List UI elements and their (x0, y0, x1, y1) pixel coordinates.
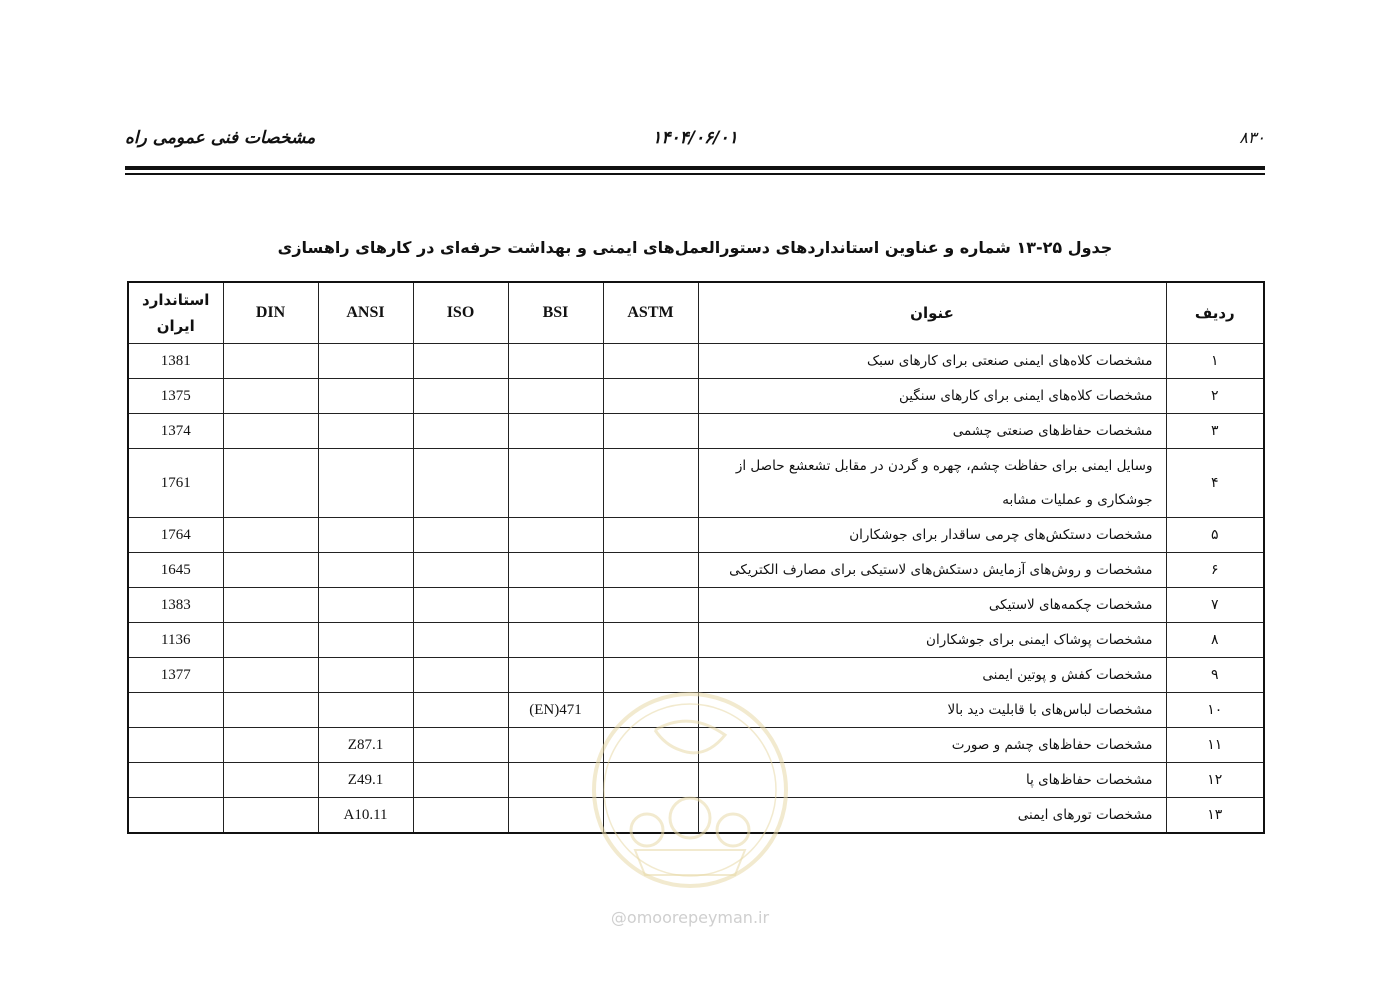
cell-title: مشخصات حفاظ‌های صنعتی چشمی (698, 414, 1166, 449)
cell-astm (603, 728, 698, 763)
cell-astm (603, 449, 698, 518)
cell-iran: 1377 (128, 658, 223, 693)
cell-title: مشخصات چکمه‌های لاستیکی (698, 588, 1166, 623)
cell-bsi (508, 414, 603, 449)
cell-astm (603, 553, 698, 588)
header-bsi: BSI (508, 282, 603, 344)
cell-din (223, 588, 318, 623)
cell-din (223, 658, 318, 693)
cell-title: مشخصات کلاه‌های ایمنی صنعتی برای کارهای سبک (698, 344, 1166, 379)
cell-row: ۴ (1166, 449, 1264, 518)
table-row (128, 379, 1264, 414)
cell-din (223, 449, 318, 518)
cell-row: ۵ (1166, 518, 1264, 553)
cell-row: ۱۱ (1166, 728, 1264, 763)
cell-ansi (318, 553, 413, 588)
cell-title: مشخصات و روش‌های آزمایش دستکش‌های لاستیکی برای مصارف الکتریکی (698, 553, 1166, 588)
table-header-row (128, 282, 1264, 344)
table-row (128, 658, 1264, 693)
cell-title: مشخصات حفاظ‌های چشم و صورت (698, 728, 1166, 763)
cell-ansi (318, 658, 413, 693)
cell-row: ۹ (1166, 658, 1264, 693)
cell-title: مشخصات حفاظ‌های پا (698, 763, 1166, 798)
cell-astm (603, 658, 698, 693)
cell-astm (603, 763, 698, 798)
cell-iso (413, 553, 508, 588)
cell-astm (603, 798, 698, 834)
cell-ansi (318, 414, 413, 449)
cell-iran: 1383 (128, 588, 223, 623)
table-row (128, 588, 1264, 623)
cell-iso (413, 658, 508, 693)
cell-astm (603, 344, 698, 379)
cell-row: ۱۰ (1166, 693, 1264, 728)
cell-din (223, 728, 318, 763)
cell-bsi (508, 588, 603, 623)
cell-title: مشخصات کفش و پوتین ایمنی (698, 658, 1166, 693)
cell-row: ۷ (1166, 588, 1264, 623)
header-title: عنوان (698, 282, 1166, 344)
cell-iso (413, 414, 508, 449)
cell-bsi (508, 344, 603, 379)
cell-iso (413, 449, 508, 518)
standards-table (127, 281, 1265, 834)
cell-din (223, 623, 318, 658)
cell-ansi (318, 588, 413, 623)
cell-iran: 1375 (128, 379, 223, 414)
cell-din (223, 763, 318, 798)
cell-bsi (508, 623, 603, 658)
cell-title: مشخصات تورهای ایمنی (698, 798, 1166, 834)
cell-iran: 1764 (128, 518, 223, 553)
table-row (128, 763, 1264, 798)
cell-iso (413, 798, 508, 834)
cell-row: ۲ (1166, 379, 1264, 414)
cell-bsi (508, 553, 603, 588)
header-rule-thick (125, 166, 1265, 170)
cell-ansi (318, 693, 413, 728)
page-number: ۸۳۰ (1239, 128, 1265, 147)
cell-din (223, 379, 318, 414)
cell-iran (128, 763, 223, 798)
cell-iran: 1381 (128, 344, 223, 379)
header-iso: ISO (413, 282, 508, 344)
cell-row: ۳ (1166, 414, 1264, 449)
cell-astm (603, 518, 698, 553)
cell-iso (413, 379, 508, 414)
cell-row: ۱ (1166, 344, 1264, 379)
cell-iso (413, 588, 508, 623)
table-row (128, 344, 1264, 379)
cell-ansi: Z49.1 (318, 763, 413, 798)
book-title: مشخصات فنی عمومی راه (125, 128, 316, 148)
cell-iso (413, 344, 508, 379)
header-row: ردیف (1166, 282, 1264, 344)
cell-din (223, 693, 318, 728)
cell-ansi (318, 623, 413, 658)
cell-astm (603, 588, 698, 623)
header-iran: استاندارد ایران (128, 282, 223, 344)
cell-row: ۸ (1166, 623, 1264, 658)
cell-iso (413, 763, 508, 798)
cell-title: مشخصات پوشاک ایمنی برای جوشکاران (698, 623, 1166, 658)
cell-astm (603, 379, 698, 414)
table-caption: جدول ۲۵-۱۳ شماره و عناوین استانداردهای دستورالعمل‌های ایمنی و بهداشت حرفه‌ای در کارهای راهسازی (277, 238, 1113, 257)
watermark-site-text: @omoorepeyman.ir (610, 908, 770, 927)
cell-bsi (508, 728, 603, 763)
cell-din (223, 518, 318, 553)
cell-din (223, 798, 318, 834)
page-header (125, 128, 1265, 158)
cell-iso (413, 518, 508, 553)
cell-iso (413, 623, 508, 658)
cell-bsi (508, 518, 603, 553)
cell-iso (413, 728, 508, 763)
cell-row: ۱۲ (1166, 763, 1264, 798)
table-row (128, 414, 1264, 449)
table-row (128, 728, 1264, 763)
cell-astm (603, 693, 698, 728)
cell-astm (603, 414, 698, 449)
cell-iran: 1136 (128, 623, 223, 658)
cell-iran (128, 693, 223, 728)
cell-iran (128, 798, 223, 834)
cell-bsi (508, 763, 603, 798)
header-ansi: ANSI (318, 282, 413, 344)
cell-bsi: (EN)471 (508, 693, 603, 728)
cell-iso (413, 693, 508, 728)
cell-bsi (508, 379, 603, 414)
cell-iran: 1761 (128, 449, 223, 518)
cell-ansi (318, 449, 413, 518)
header-date: ۱۴۰۴/۰۶/۰۱ (652, 128, 738, 148)
cell-title: وسایل ایمنی برای حفاظت چشم، چهره و گردن در مقابل تشعشع حاصل از جوشکاری و عملیات مشابه (698, 449, 1166, 518)
cell-astm (603, 623, 698, 658)
cell-din (223, 344, 318, 379)
table-row (128, 553, 1264, 588)
cell-row: ۶ (1166, 553, 1264, 588)
cell-ansi: Z87.1 (318, 728, 413, 763)
cell-din (223, 553, 318, 588)
cell-din (223, 414, 318, 449)
table-row (128, 449, 1264, 518)
header-astm: ASTM (603, 282, 698, 344)
cell-bsi (508, 449, 603, 518)
cell-row: ۱۳ (1166, 798, 1264, 834)
header-din: DIN (223, 282, 318, 344)
cell-title: مشخصات کلاه‌های ایمنی برای کارهای سنگین (698, 379, 1166, 414)
cell-bsi (508, 798, 603, 834)
table-row (128, 623, 1264, 658)
cell-title: مشخصات دستکش‌های چرمی ساقدار برای جوشکاران (698, 518, 1166, 553)
cell-title: مشخصات لباس‌های با قابلیت دید بالا (698, 693, 1166, 728)
cell-ansi (318, 344, 413, 379)
cell-iran: 1374 (128, 414, 223, 449)
cell-bsi (508, 658, 603, 693)
cell-ansi: A10.11 (318, 798, 413, 834)
table-row (128, 798, 1264, 834)
cell-ansi (318, 379, 413, 414)
table-row (128, 518, 1264, 553)
table-row (128, 693, 1264, 728)
cell-ansi (318, 518, 413, 553)
header-rule-thin (125, 173, 1265, 175)
cell-iran (128, 728, 223, 763)
cell-iran: 1645 (128, 553, 223, 588)
